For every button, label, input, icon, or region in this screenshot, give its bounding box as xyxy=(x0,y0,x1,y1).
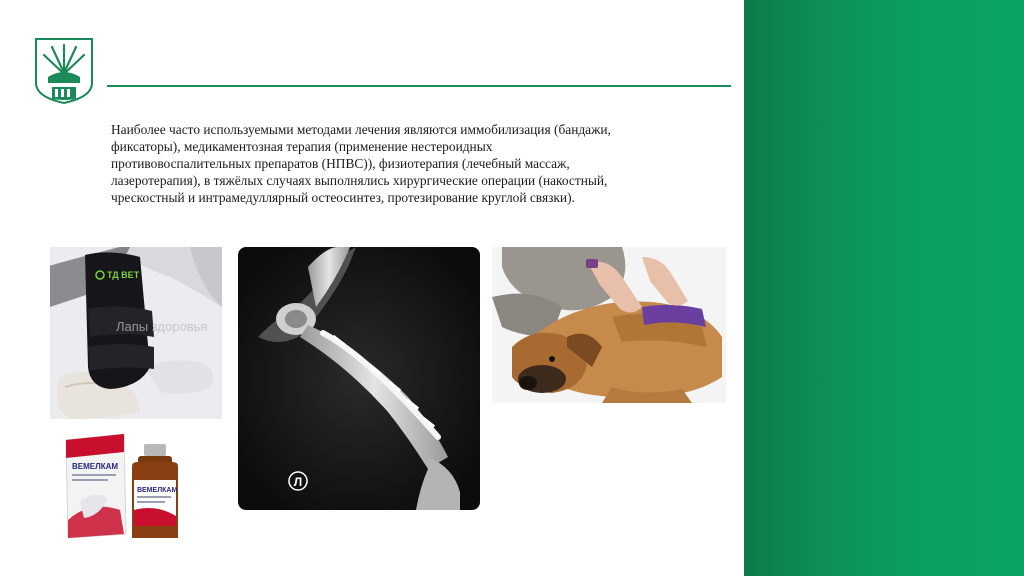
dog-massage-photo xyxy=(492,247,726,403)
xray-marker: Л xyxy=(293,475,303,489)
medicine-bottle-name: ВЕМЕЛКАМ xyxy=(137,487,178,494)
green-side-panel xyxy=(744,0,1024,576)
medicine-photo xyxy=(60,430,186,542)
brace-watermark: Лапы здоровья xyxy=(116,319,208,334)
university-logo xyxy=(34,37,94,105)
medicine-box-name: ВЕМЕЛКАМ xyxy=(72,462,119,471)
brace-photo xyxy=(50,247,222,419)
xray-photo xyxy=(238,247,480,510)
header-divider xyxy=(107,85,731,87)
body-text: Наиболее часто используемыми методами лечения являются иммобилизация (бандажи, фиксаторы), медикаментозная терапия (применение нестероидных противовоспалительных препаратов (НПВС)), физиотерапия (лечебный массаж, лазеротерапия), в тяжёлых случаях выполнялись хирургические операции (накостный, чрескостный и интрамедуллярный остеосинтез, протезирование круглой связки). xyxy=(111,122,611,205)
brace-label: ТД ВЕТ xyxy=(107,270,140,280)
